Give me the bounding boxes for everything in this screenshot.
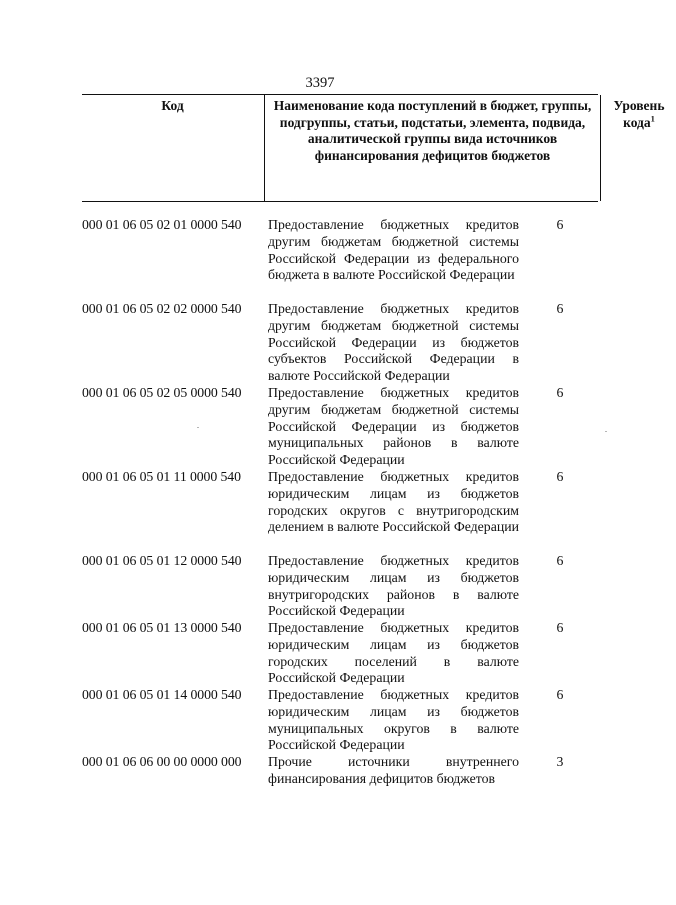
row-description: Предоставление бюджетных кредитов другим бюджетам бюджетной системы Российской Федерации из федерального бюджета в валюте Российской Федерации <box>268 217 519 283</box>
row-description: Предоставление бюджетных кредитов юридическим лицам из бюджетов городских округов с внутригородским делением в валюте Российской Федерации <box>268 469 519 535</box>
table-row <box>82 385 598 469</box>
row-code: 000 01 06 05 01 13 0000 540 <box>82 620 242 635</box>
header-level: Уровень кода$^1$ <box>613 98 665 130</box>
row-level: 6 <box>556 620 564 635</box>
row-code: 000 01 06 06 00 00 0000 000 <box>82 754 242 769</box>
row-level: 6 <box>556 301 564 316</box>
row-description: Предоставление бюджетных кредитов юридическим лицам из бюджетов муниципальных округов в валюте Российской Федерации <box>268 687 519 753</box>
row-level: 6 <box>556 217 564 232</box>
header-name: Наименование кода поступлений в бюджет, группы, подгруппы, статьи, подстатьи, элемента, подвида, аналитической группы вида источников финансирования дефицитов бюджетов <box>264 95 601 201</box>
row-level: 3 <box>556 754 564 769</box>
row-description: Прочие источники внутреннего финансирования дефицитов бюджетов <box>268 754 519 786</box>
row-level: 6 <box>556 687 564 702</box>
table-body <box>82 217 598 794</box>
table-row <box>82 301 598 385</box>
header-code: Код <box>161 98 184 113</box>
table-row <box>82 217 598 301</box>
scan-speck <box>197 427 199 428</box>
row-code: 000 01 06 05 01 14 0000 540 <box>82 687 242 702</box>
row-level: 6 <box>556 553 564 568</box>
row-level: 6 <box>556 385 564 400</box>
table-row <box>82 620 598 687</box>
row-description: Предоставление бюджетных кредитов юридическим лицам из бюджетов городских поселений в валюте Российской Федерации <box>268 620 519 686</box>
table-header <box>82 94 665 202</box>
page-number: 3397 <box>305 75 335 91</box>
table-row <box>82 469 598 553</box>
row-code: 000 01 06 05 02 05 0000 540 <box>82 385 242 400</box>
footnote-marker: 1 <box>650 113 655 124</box>
row-code: 000 01 06 05 01 12 0000 540 <box>82 553 242 568</box>
scan-speck <box>605 431 607 432</box>
row-code: 000 01 06 05 02 02 0000 540 <box>82 301 242 316</box>
row-description: Предоставление бюджетных кредитов другим бюджетам бюджетной системы Российской Федерации из бюджетов субъектов Российской Федерации в валюте Российской Федерации <box>268 301 519 384</box>
table-row <box>82 754 598 794</box>
row-code: 000 01 06 05 01 11 0000 540 <box>82 469 241 484</box>
row-level: 6 <box>556 469 564 484</box>
row-description: Предоставление бюджетных кредитов другим бюджетам бюджетной системы Российской Федерации из бюджетов муниципальных районов в валюте Российской Федерации <box>268 385 519 468</box>
table-row <box>82 687 598 754</box>
row-code: 000 01 06 05 02 01 0000 540 <box>82 217 242 232</box>
row-description: Предоставление бюджетных кредитов юридическим лицам из бюджетов внутригородских районов в валюте Российской Федерации <box>268 553 519 619</box>
table-row <box>82 553 598 620</box>
